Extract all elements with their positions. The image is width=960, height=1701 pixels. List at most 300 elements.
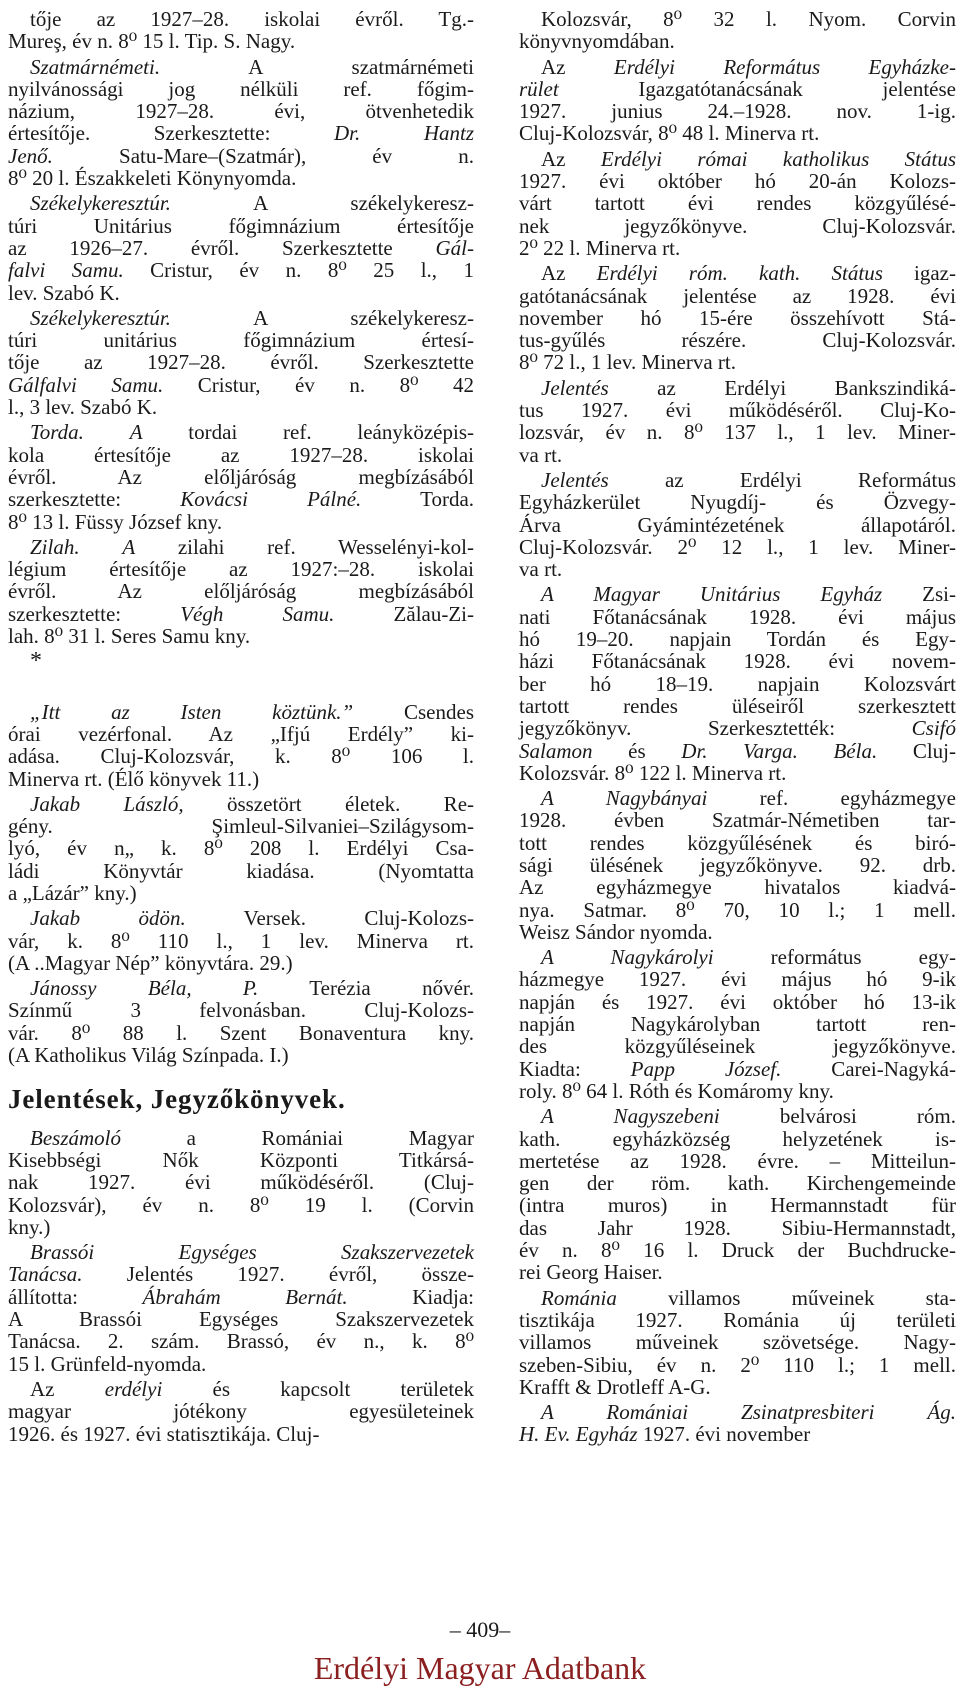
entry-line bbox=[8, 625, 474, 647]
text-run: l., 3 lev. Szabó K. bbox=[8, 395, 158, 420]
text-run: évről. Az előljáróság megbízásából bbox=[8, 464, 474, 489]
entry-line bbox=[519, 1194, 956, 1216]
text-run: lozsvár, év n. 8⁰ 137 l., 1 lev. Miner- bbox=[519, 420, 956, 445]
entry-line bbox=[8, 1378, 474, 1400]
entry-line bbox=[519, 1035, 956, 1057]
entry-line bbox=[8, 1149, 474, 1171]
text-run: lah. 8⁰ 31 l. Seres Samu kny. bbox=[8, 624, 251, 649]
text-run: 8⁰ 13 l. Füssy József kny. bbox=[8, 509, 223, 534]
entry-line bbox=[8, 536, 474, 558]
entry-line bbox=[519, 1239, 956, 1261]
text-run: várt tartott évi rendes közgyűlésé- bbox=[519, 191, 956, 216]
text-run: (intra muros) in Hermannstadt für bbox=[519, 1193, 956, 1218]
italic-text: H. Ev. Egyház bbox=[519, 1422, 638, 1447]
text-run: (A Katholikus Világ Színpada. I.) bbox=[8, 1043, 289, 1068]
entry-line bbox=[8, 930, 474, 952]
text-run: napján és 1927. évi október hó 13-ik bbox=[519, 989, 956, 1014]
entry-line bbox=[8, 30, 474, 52]
text-run: az 1926–27. évről. Szerkesztette bbox=[8, 235, 436, 260]
entry-line bbox=[519, 1058, 956, 1080]
text-run: va rt. bbox=[519, 557, 563, 582]
text-run: az Erdélyi Bankszindiká- bbox=[608, 375, 956, 400]
bibliography-entry bbox=[8, 1378, 474, 1445]
text-run: Torda. bbox=[361, 487, 475, 512]
text-run: órai vezérfonal. Az „Ifjú Erdély” ki- bbox=[8, 721, 474, 746]
entry-line bbox=[8, 215, 474, 237]
entry-line bbox=[8, 1400, 474, 1422]
entry-line bbox=[8, 1194, 474, 1216]
entry-line bbox=[519, 122, 956, 144]
entry-line bbox=[519, 1013, 956, 1035]
italic-text: Jakab László, bbox=[30, 791, 184, 816]
text-run: roly. 8⁰ 64 l. Róth és Komáromy kny. bbox=[519, 1078, 834, 1103]
italic-text: Kovácsi Pálné. bbox=[180, 487, 362, 512]
bibliography-entry bbox=[519, 787, 956, 943]
bibliography-entry bbox=[8, 421, 474, 532]
entry-line bbox=[519, 899, 956, 921]
footer-brand: Erdélyi Magyar Adatbank bbox=[313, 1650, 647, 1686]
entry-line bbox=[8, 580, 474, 602]
entry-line bbox=[8, 466, 474, 488]
text-run: házmegye 1927. évi május hó 9-ik bbox=[519, 967, 956, 992]
text-run: tordai ref. leányközépis- bbox=[142, 420, 474, 445]
italic-text: Salamon bbox=[519, 738, 593, 763]
text-run: nya. Satmar. 8⁰ 70, 10 l.; 1 mell. bbox=[519, 897, 956, 922]
bibliography-entry bbox=[8, 1127, 474, 1238]
text-run: belvárosi róm. bbox=[719, 1104, 956, 1129]
entry-line bbox=[8, 396, 474, 418]
text-run bbox=[80, 535, 123, 559]
entry-line bbox=[519, 351, 956, 373]
entry-line bbox=[519, 536, 956, 558]
italic-text: Ábrahám Bernát. bbox=[142, 1284, 348, 1309]
text-run: tisztikája 1927. Románia új területi bbox=[519, 1307, 956, 1332]
page-number: – 409– bbox=[449, 1617, 511, 1642]
text-run: igaz- bbox=[882, 261, 956, 286]
entry-line bbox=[519, 762, 956, 784]
italic-text: A bbox=[122, 534, 136, 559]
text-run: Zsi- bbox=[882, 582, 956, 607]
entry-line bbox=[8, 701, 474, 723]
entry-line bbox=[519, 1261, 956, 1283]
text-run: 1927. junius 24.–1928. nov. 1-ig. bbox=[519, 99, 956, 124]
entry-line bbox=[519, 583, 956, 605]
entry-line bbox=[519, 285, 956, 307]
entry-line bbox=[8, 374, 474, 396]
italic-text: Jelentés bbox=[541, 375, 609, 400]
entry-line bbox=[519, 1331, 956, 1353]
bibliography-entry bbox=[519, 148, 956, 259]
entry-line bbox=[8, 1044, 474, 1066]
italic-text: Gál- bbox=[435, 235, 474, 260]
text-run: állította: bbox=[8, 1284, 143, 1309]
entry-line bbox=[519, 1376, 956, 1398]
entry-line bbox=[8, 282, 474, 304]
entry-line bbox=[8, 952, 474, 974]
text-run: Árva Gyámintézetének állapotáról. bbox=[519, 512, 956, 537]
italic-text: A Nagybányai bbox=[541, 786, 708, 811]
entry-line bbox=[519, 329, 956, 351]
text-run: 1928. évben Szatmár-Németiben tar- bbox=[519, 808, 956, 833]
text-run: ber hó 18–19. napjain Kolozsvárt bbox=[519, 671, 956, 696]
bibliography-entry bbox=[8, 192, 474, 303]
text-run: Kisebbségi Nők Központi Titkársá- bbox=[8, 1147, 474, 1172]
text-run: lyó, év n„ k. 8⁰ 208 l. Erdélyi Csa- bbox=[8, 836, 474, 861]
text-run: kath. egyházközség helyzetének is- bbox=[519, 1126, 956, 1151]
bibliography-entry bbox=[8, 307, 474, 418]
entry-line bbox=[8, 603, 474, 625]
entry-line bbox=[519, 628, 956, 650]
text-run: Tanácsa. 2. szám. Brassó, év n., k. 8⁰ bbox=[8, 1329, 474, 1354]
italic-text: Jánossy Béla, P. bbox=[30, 976, 259, 1001]
text-run: Kolozsvár. 8⁰ 122 l. Minerva rt. bbox=[519, 760, 787, 785]
italic-text: Erdélyi római katholikus Státus bbox=[600, 146, 956, 171]
italic-text: Torda. bbox=[30, 420, 84, 445]
text-run: Mureş, év n. 8⁰ 15 l. Tip. S. Nagy. bbox=[8, 29, 296, 54]
entry-line bbox=[519, 876, 956, 898]
bibliography-entry bbox=[519, 377, 956, 466]
text-run: Terézia nővér. bbox=[258, 976, 474, 1001]
italic-text: Tanácsa. bbox=[8, 1262, 83, 1287]
italic-text: Erdélyi Református Egyházke- bbox=[613, 54, 956, 79]
bibliography-entry bbox=[519, 1287, 956, 1398]
text-run: tott rendes közgyűlésének és biró- bbox=[519, 830, 956, 855]
bibliography-entry bbox=[8, 793, 474, 904]
text-run: Kiadta: bbox=[519, 1056, 631, 1081]
italic-text: Románia bbox=[541, 1285, 617, 1310]
text-run: Minerva rt. (Élő könyvek 11.) bbox=[8, 766, 260, 791]
text-run: Az bbox=[541, 146, 601, 171]
entry-line bbox=[8, 723, 474, 745]
text-run: Egyházkerület Nyugdíj- és Özvegy- bbox=[519, 490, 956, 515]
entry-line bbox=[519, 1309, 956, 1331]
text-run: Az bbox=[541, 54, 614, 79]
left-column bbox=[8, 8, 474, 1448]
italic-text: „Itt az Isten köztünk.” bbox=[30, 699, 354, 724]
text-run: kny.) bbox=[8, 1214, 51, 1239]
entry-line bbox=[8, 511, 474, 533]
bibliography-entry bbox=[8, 907, 474, 974]
entry-line bbox=[519, 946, 956, 968]
entry-line bbox=[8, 307, 474, 329]
text-run: va rt. bbox=[519, 442, 563, 467]
italic-text: Gálfalvi Samu. bbox=[8, 372, 164, 397]
entry-line bbox=[519, 1354, 956, 1376]
entry-line bbox=[8, 815, 474, 837]
text-run: gény. Şimleul-Silvaniei–Szilágysom- bbox=[8, 814, 474, 839]
text-run: gen der röm. kath. Kirchengemeinde bbox=[519, 1171, 956, 1196]
text-run: gatótanácsának jelentése az 1928. évi bbox=[519, 283, 956, 308]
text-run: nati Főtanácsának 1928. évi május bbox=[519, 604, 956, 629]
italic-text: Dr. Hantz bbox=[333, 121, 474, 146]
text-run: (A ..Magyar Nép” könyvtára. 29.) bbox=[8, 950, 293, 975]
italic-text: Zilah. bbox=[30, 534, 80, 559]
entry-line bbox=[8, 768, 474, 790]
entry-line bbox=[8, 1286, 474, 1308]
text-run: a Romániai Magyar bbox=[121, 1125, 474, 1150]
entry-line bbox=[519, 78, 956, 100]
entry-line bbox=[519, 148, 956, 170]
text-run: szerkesztette: bbox=[8, 601, 181, 626]
text-run: november hó 15-ére összehívott Stá- bbox=[519, 305, 956, 330]
text-run: des közgyűléseinek jegyzőkönyve. bbox=[519, 1034, 956, 1059]
text-run: könyvnyomdában. bbox=[519, 29, 675, 54]
entry-line bbox=[8, 167, 474, 189]
entry-line bbox=[8, 488, 474, 510]
text-run: názium, 1927–28. évi, ötvenhetedik bbox=[8, 99, 474, 124]
italic-text: A Nagykárolyi bbox=[541, 945, 714, 970]
bibliography-entry bbox=[519, 262, 956, 373]
text-run: kola értesítője az 1927–28. iskolai bbox=[8, 442, 474, 467]
entry-line bbox=[8, 1171, 474, 1193]
entry-line bbox=[519, 809, 956, 831]
text-run: évről. Az előljáróság megbízásából bbox=[8, 579, 474, 604]
entry-line bbox=[8, 745, 474, 767]
section-separator: * bbox=[30, 648, 42, 675]
text-run: házi Főtanácsának 1928. évi novem- bbox=[519, 649, 956, 674]
entry-line bbox=[519, 469, 956, 491]
entry-line bbox=[8, 907, 474, 929]
text-run: légium értesítője az 1927:–28. iskolai bbox=[8, 557, 474, 582]
text-run: das Jahr 1928. Sibiu-Hermannstadt, bbox=[519, 1215, 956, 1240]
entry-line bbox=[519, 215, 956, 237]
italic-text: Székelykeresztúr. bbox=[30, 305, 171, 330]
italic-text: Dr. Varga. Béla. bbox=[681, 738, 878, 763]
entry-line bbox=[519, 170, 956, 192]
text-run: Cristur, év n. 8⁰ 25 l., 1 bbox=[123, 258, 474, 283]
italic-text: Székelykeresztúr. bbox=[30, 191, 171, 216]
entry-line bbox=[519, 1172, 956, 1194]
text-run: Csendes bbox=[353, 699, 474, 724]
text-run: napján Nagykárolyban tartott ren- bbox=[519, 1012, 956, 1037]
bibliography-entry bbox=[8, 536, 474, 647]
entry-line bbox=[519, 56, 956, 78]
text-run: 1927. évi november bbox=[637, 1422, 811, 1447]
entry-line bbox=[519, 100, 956, 122]
bibliography-entry bbox=[8, 1241, 474, 1375]
text-run: református egy- bbox=[713, 945, 956, 970]
text-run: és kapcsolt területek bbox=[162, 1376, 474, 1401]
text-run: hó 19–20. napjain Tordán és Egy- bbox=[519, 627, 956, 652]
text-run: értesítője. Szerkesztette: bbox=[8, 121, 334, 146]
text-run: Kolozsvár, 8⁰ 32 l. Nyom. Corvin bbox=[541, 7, 956, 31]
bibliography-entry bbox=[519, 469, 956, 580]
entry-line bbox=[8, 977, 474, 999]
italic-text: Végh Samu. bbox=[180, 601, 335, 626]
text-run: sági ülésének jegyzőkönyve. 92. drb. bbox=[519, 852, 956, 877]
entry-line bbox=[519, 1401, 956, 1423]
text-run: 2⁰ 22 l. Minerva rt. bbox=[519, 235, 681, 260]
text-run: Cluj- bbox=[877, 738, 957, 763]
entry-line bbox=[519, 921, 956, 943]
text-run: Cluj-Kolozsvár. 2⁰ 12 l., 1 lev. Miner- bbox=[519, 534, 956, 559]
italic-text: A Nagyszebeni bbox=[541, 1104, 720, 1129]
entry-line bbox=[519, 1150, 956, 1172]
entry-line bbox=[8, 100, 474, 122]
text-run: túri unitárius főgimnázium értesí- bbox=[8, 328, 474, 353]
text-run: villamos műveinek sta- bbox=[616, 1285, 956, 1310]
bibliography-entry bbox=[519, 583, 956, 784]
text-run: magyar jótékony egyesületeinek bbox=[8, 1399, 474, 1424]
italic-text: A Romániai Zsinatpresbiteri Ág. bbox=[541, 1400, 956, 1425]
entry-line bbox=[519, 444, 956, 466]
entry-line bbox=[519, 1423, 956, 1445]
text-run bbox=[84, 420, 130, 444]
italic-text: Jenő. bbox=[8, 143, 53, 168]
bibliography-entry bbox=[8, 8, 474, 53]
text-run: vár. 8⁰ 88 l. Szent Bonaventura kny. bbox=[8, 1020, 474, 1045]
entry-line bbox=[8, 122, 474, 144]
text-run: zilahi ref. Wesselényi-kol- bbox=[135, 534, 474, 559]
text-run: ref. egyházmegye bbox=[707, 786, 957, 811]
bibliography-entry bbox=[519, 1401, 956, 1446]
entry-line bbox=[8, 1423, 474, 1445]
entry-line bbox=[519, 1128, 956, 1150]
text-run: szeben-Sibiu, év n. 2⁰ 110 l.; 1 mell. bbox=[519, 1352, 956, 1377]
entry-line bbox=[519, 740, 956, 762]
text-run: 1926. és 1927. évi statisztikája. Cluj- bbox=[8, 1421, 320, 1446]
text-run: villamos műveinek szövetsége. Nagy- bbox=[519, 1330, 956, 1355]
bibliography-entry bbox=[519, 8, 956, 53]
italic-text: A Magyar Unitárius Egyház bbox=[541, 582, 883, 607]
italic-text: Jelentés bbox=[541, 467, 609, 492]
italic-text: Beszámoló bbox=[30, 1125, 121, 1150]
entry-line bbox=[8, 1127, 474, 1149]
text-run: A székelykeresz- bbox=[170, 305, 474, 330]
entry-line bbox=[8, 145, 474, 167]
entry-line bbox=[519, 491, 956, 513]
text-run: lev. Szabó K. bbox=[8, 280, 120, 305]
text-run: Az egyházmegye hivatalos kiadvá- bbox=[519, 875, 956, 900]
entry-line bbox=[519, 1287, 956, 1309]
text-run: tője az 1927–28. évről. Szerkesztette bbox=[8, 350, 474, 375]
entry-line bbox=[519, 377, 956, 399]
text-run: 1927. évi október hó 20-án Kolozs- bbox=[519, 169, 956, 194]
bibliography-entry bbox=[8, 977, 474, 1066]
entry-line bbox=[8, 259, 474, 281]
text-run: és bbox=[592, 738, 682, 763]
text-run: Az bbox=[30, 1376, 105, 1401]
italic-text: rület bbox=[519, 76, 559, 101]
text-run: Zălau-Zi- bbox=[334, 601, 474, 626]
text-run: az Erdélyi Református bbox=[608, 467, 956, 492]
text-run: Színmű 3 felvonásban. Cluj-Kolozs- bbox=[8, 998, 474, 1023]
text-run: tartott rendes üléseiről szerkesztett bbox=[519, 693, 956, 718]
text-run: A székelykeresz- bbox=[170, 191, 474, 216]
text-run: Cristur, év n. 8⁰ 42 bbox=[163, 372, 474, 397]
text-run: tus-gyűlés részére. Cluj-Kolozsvár. bbox=[519, 328, 956, 353]
entry-line bbox=[8, 1216, 474, 1238]
bibliography-entry bbox=[8, 56, 474, 190]
entry-line bbox=[8, 1308, 474, 1330]
bibliography-entry bbox=[8, 701, 474, 790]
italic-text: falvi Samu. bbox=[8, 258, 124, 283]
text-run: jegyzőkönyv. Szerkesztették: bbox=[519, 716, 912, 741]
text-run: mertetése az 1928. évre. – Mitteilun- bbox=[519, 1148, 956, 1173]
entry-line bbox=[519, 606, 956, 628]
entry-line bbox=[8, 56, 474, 78]
bibliography-entry bbox=[519, 946, 956, 1102]
entry-line bbox=[519, 262, 956, 284]
entry-line bbox=[8, 78, 474, 100]
text-run: Weisz Sándor nyomda. bbox=[519, 919, 713, 944]
entry-line bbox=[8, 329, 474, 351]
entry-line bbox=[8, 421, 474, 443]
entry-line bbox=[8, 351, 474, 373]
entry-line bbox=[8, 192, 474, 214]
entry-line bbox=[519, 1217, 956, 1239]
entry-line bbox=[8, 999, 474, 1021]
section-heading: Jelentések, Jegyzőkönyvek. bbox=[8, 1084, 346, 1115]
entry-line bbox=[8, 558, 474, 580]
entry-line bbox=[519, 695, 956, 717]
entry-line bbox=[8, 1353, 474, 1375]
entry-line bbox=[8, 1241, 474, 1263]
entry-line bbox=[8, 1263, 474, 1285]
entry-line bbox=[519, 399, 956, 421]
entry-line bbox=[519, 514, 956, 536]
entry-line bbox=[519, 991, 956, 1013]
text-run: Satu-Mare–(Szatmár), év n. bbox=[52, 143, 474, 168]
entry-line bbox=[519, 673, 956, 695]
entry-line bbox=[519, 787, 956, 809]
text-run: Jelentés 1927. évről, össze- bbox=[82, 1262, 474, 1287]
italic-text: Szatmárnémeti. bbox=[30, 54, 161, 79]
text-run: adása. Cluj-Kolozsvár, k. 8⁰ 106 l. bbox=[8, 744, 474, 769]
entry-line bbox=[519, 968, 956, 990]
text-run: tője az 1927–28. iskolai évről. Tg.- bbox=[30, 7, 474, 31]
entry-line bbox=[8, 1022, 474, 1044]
text-run: nek jegyzőkönyve. Cluj-Kolozsvár. bbox=[519, 213, 956, 238]
text-run: Cluj-Kolozsvár, 8⁰ 48 l. Minerva rt. bbox=[519, 121, 820, 146]
entry-line bbox=[8, 882, 474, 904]
entry-line bbox=[519, 650, 956, 672]
entry-line bbox=[519, 832, 956, 854]
entry-line bbox=[8, 837, 474, 859]
text-run: nak 1927. évi működéséről. (Cluj- bbox=[8, 1170, 474, 1195]
text-run: összetört életek. Re- bbox=[183, 791, 475, 816]
italic-text: Brassói Egységes Szakszervezetek bbox=[30, 1240, 474, 1265]
right-column bbox=[519, 8, 956, 1449]
italic-text: A bbox=[129, 420, 143, 445]
italic-text: erdélyi bbox=[104, 1376, 163, 1401]
entry-line bbox=[519, 8, 956, 30]
bibliography-entry bbox=[519, 1105, 956, 1283]
entry-line bbox=[8, 8, 474, 30]
entry-line bbox=[519, 421, 956, 443]
text-run: rei Georg Haiser. bbox=[519, 1260, 663, 1285]
entry-line bbox=[519, 717, 956, 739]
entry-line bbox=[8, 793, 474, 815]
text-run: Igazgatótanácsának jelentése bbox=[558, 76, 956, 101]
text-run: Krafft & Drotleff A-G. bbox=[519, 1374, 711, 1399]
entry-line bbox=[8, 444, 474, 466]
text-run: vár, k. 8⁰ 110 l., 1 lev. Minerva rt. bbox=[8, 928, 474, 953]
text-run: Az bbox=[541, 261, 597, 286]
entry-line bbox=[519, 307, 956, 329]
italic-text: Jakab ödön. bbox=[30, 906, 186, 931]
text-run: A szatmárnémeti bbox=[160, 54, 474, 79]
text-run: 8⁰ 20 l. Északkeleti Könynyomda. bbox=[8, 166, 297, 191]
entry-line bbox=[519, 558, 956, 580]
entry-line bbox=[519, 1080, 956, 1102]
text-run: év n. 8⁰ 16 l. Druck der Buchdrucke- bbox=[519, 1238, 956, 1263]
italic-text: Papp József. bbox=[630, 1056, 782, 1081]
text-run: Versek. Cluj-Kolozs- bbox=[185, 906, 474, 931]
text-run: Kiadja: bbox=[347, 1284, 475, 1309]
text-run: nyilvánossági jog nélküli ref. főgim- bbox=[8, 76, 474, 101]
text-run: 15 l. Grünfeld-nyomda. bbox=[8, 1351, 207, 1376]
